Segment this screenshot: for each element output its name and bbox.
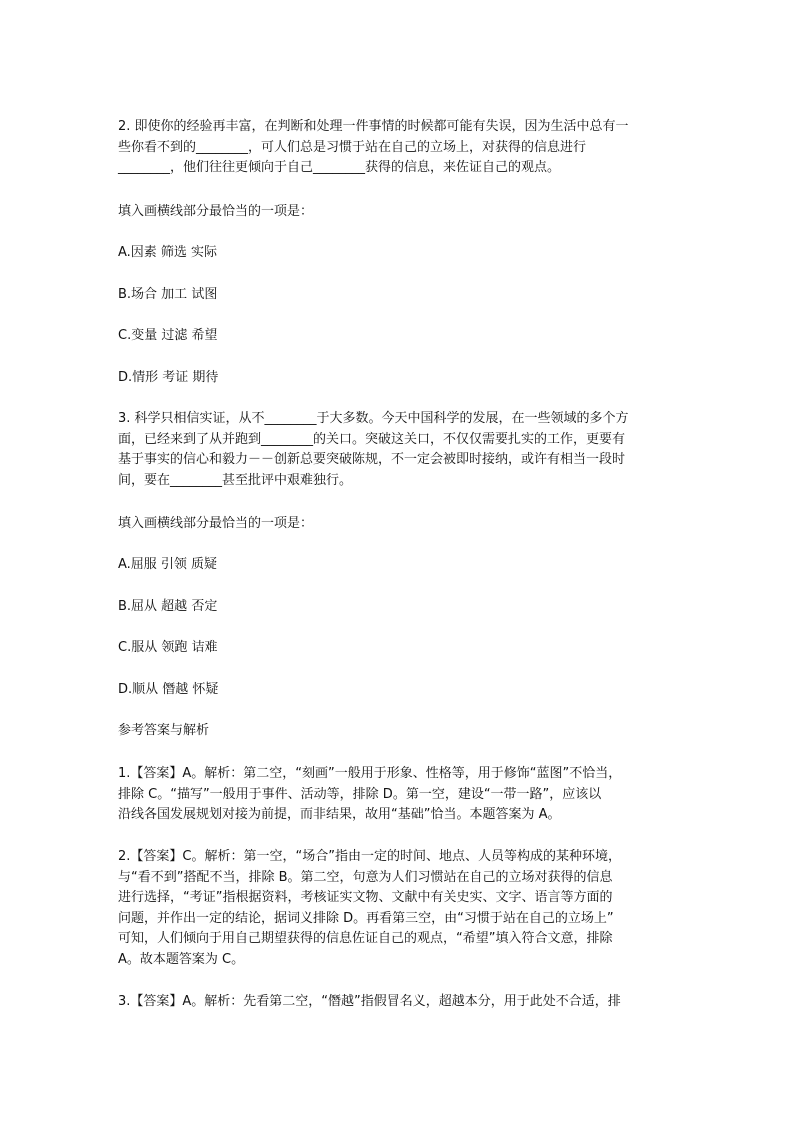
text-line: 些你看不到的________，可人们总是习惯于站在自己的立场上，对获得的信息进行 xyxy=(118,139,587,155)
question-2-prompt: 填入画横线部分最恰当的一项是： xyxy=(118,204,314,219)
text-line: 3. 科学只相信实证，从不________于大多数。今天中国科学的发展，在一些领域的多个方 xyxy=(118,411,629,426)
text-line: 沿线各国发展规划对接为前提，而非结果，故用“基础”恰当。本题答案为 A。 xyxy=(118,807,561,822)
text-line: 间，要在________甚至批评中艰难独行。 xyxy=(118,472,353,488)
question-2-option-a: A.因素 筛选 实际 xyxy=(118,245,218,260)
question-3-prompt: 填入画横线部分最恰当的一项是： xyxy=(118,516,314,531)
text-line: A。故本题答案为 C。 xyxy=(118,951,245,967)
question-3-option-b: B.屈从 超越 否定 xyxy=(118,599,218,614)
text-line: 面，已经来到了从并跑到________的关口。突破这关口，不仅仅需要扎实的工作，更要有 xyxy=(118,431,626,447)
text-line: 3.【答案】A。解析：先看第二空，“僭越”指假冒名义，超越本分，用于此处不合适，排 xyxy=(118,994,621,1009)
text-line: 2. 即使你的经验再丰富，在判断和处理一件事情的时候都可能有失误，因为生活中总有一 xyxy=(118,119,629,134)
question-3-option-c: C.服从 领跑 诘难 xyxy=(118,640,218,655)
text-line: 与“看不到”搭配不当，排除 B。第二空，句意为人们习惯站在自己的立场对获得的信息 xyxy=(118,869,613,885)
question-2-option-d: D.情形 考证 期待 xyxy=(118,370,219,385)
question-3-option-a: A.屈服 引领 质疑 xyxy=(118,557,218,572)
text-line: 基于事实的信心和毅力－－创新总要突破陈规，不一定会被即时接纳，或许有相当一段时 xyxy=(118,452,626,467)
question-2-option-c: C.变量 过滤 希望 xyxy=(118,328,218,343)
answer-2 xyxy=(118,847,678,970)
text-line: 问题，并作出一定的结论，据词义排除 D。再看第三空，由“习惯于站在自己的立场上” xyxy=(118,910,614,926)
text-line: 进行选择，“考证”指根据资料，考核证实文物、文献中有关史实、文字、语言等方面的 xyxy=(118,890,613,905)
question-3-option-d: D.顺从 僭越 怀疑 xyxy=(118,682,219,697)
question-3-stem xyxy=(118,409,678,491)
question-2-option-b: B.场合 加工 试图 xyxy=(118,287,218,302)
question-2-stem xyxy=(118,117,678,179)
answer-1 xyxy=(118,764,678,826)
answers-heading: 参考答案与解析 xyxy=(118,723,210,738)
answer-3 xyxy=(118,992,678,1013)
text-line: 2.【答案】C。解析：第一空，“场合”指由一定的时间、地点、人员等构成的某种环境， xyxy=(118,849,621,864)
text-line: ________，他们往往更倾向于自己________获得的信息，来佐证自己的观点。 xyxy=(118,160,561,175)
text-line: 可知，人们倾向于用自己期望获得的信息佐证自己的观点，“希望”填入符合文意，排除 xyxy=(118,931,613,946)
text-line: 1.【答案】A。解析：第二空，“刻画”一般用于形象、性格等，用于修饰“蓝图”不恰当， xyxy=(118,766,622,781)
text-line: 排除 C。“描写”一般用于事件、活动等，排除 D。第一空，建设“一带一路”，应该以 xyxy=(118,786,602,802)
